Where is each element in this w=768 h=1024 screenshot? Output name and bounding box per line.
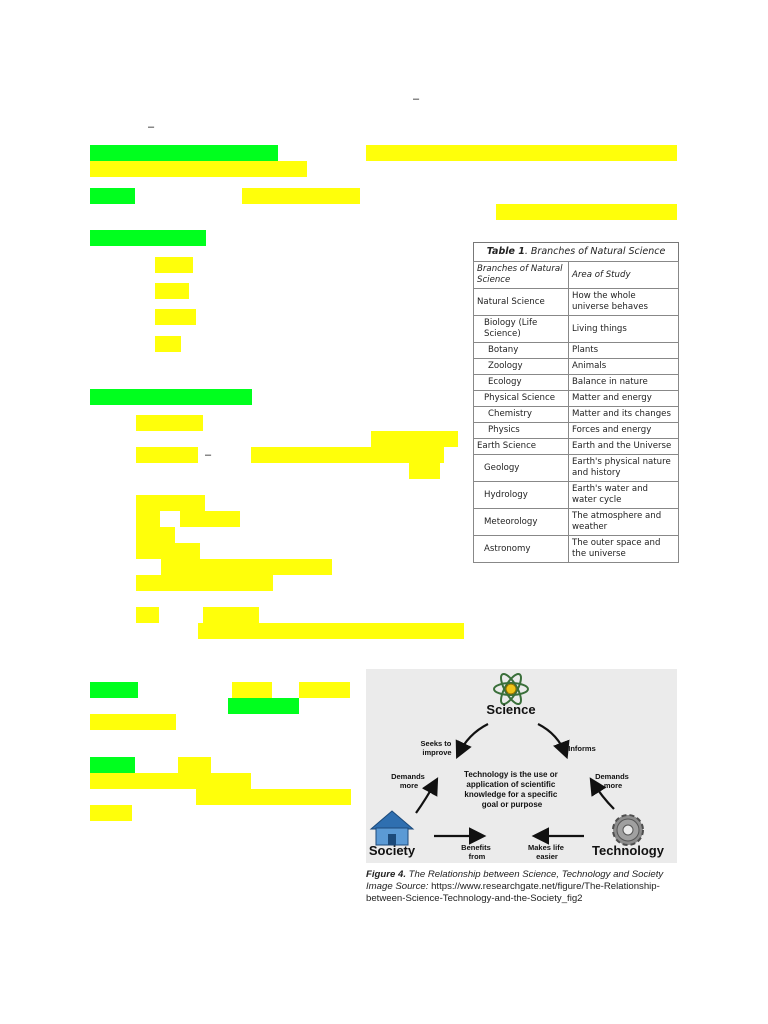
table-cell: Geology xyxy=(474,455,569,482)
table-cell: Matter and energy xyxy=(569,391,679,407)
green-highlight-bar xyxy=(90,757,135,773)
table-row xyxy=(474,289,679,316)
table-row xyxy=(474,439,679,455)
table-cell: Natural Science xyxy=(474,289,569,316)
table-row xyxy=(474,391,679,407)
table-row xyxy=(474,343,679,359)
table-cell: Chemistry xyxy=(474,407,569,423)
yellow-highlight-bar xyxy=(136,415,203,431)
table-header-cell: Branches of Natural Science xyxy=(474,262,569,289)
table-cell: Animals xyxy=(569,359,679,375)
figure-diagram xyxy=(366,669,677,863)
yellow-highlight-bar xyxy=(90,161,307,177)
table-cell: Biology (Life Science) xyxy=(474,316,569,343)
table-cell: Plants xyxy=(569,343,679,359)
table-cell: Earth's water and water cycle xyxy=(569,482,679,509)
yellow-highlight-bar xyxy=(496,204,677,220)
yellow-highlight-bar xyxy=(178,757,211,773)
center-definition-text: Technology is the use or application of scientific knowledge for a specific goal or purpose xyxy=(464,770,558,809)
society-label: Society xyxy=(368,843,416,858)
table-row xyxy=(474,536,679,563)
benefits-from-label: Benefits from xyxy=(461,843,491,861)
table-cell: How the whole universe behaves xyxy=(569,289,679,316)
yellow-highlight-bar xyxy=(180,511,240,527)
table-cell: Ecology xyxy=(474,375,569,391)
informs-label: Informs xyxy=(568,744,596,753)
table-cell: Earth and the Universe xyxy=(569,439,679,455)
yellow-highlight-bar xyxy=(90,773,251,789)
seeks-to-improve-label: Seeks to improve xyxy=(420,739,452,757)
yellow-highlight-bar xyxy=(161,559,332,575)
yellow-highlight-bar xyxy=(251,447,444,463)
green-highlight-bar xyxy=(90,389,252,405)
green-highlight-bar xyxy=(90,145,278,161)
table-cell: Astronomy xyxy=(474,536,569,563)
yellow-highlight-bar xyxy=(136,495,205,511)
figure-caption-title: The Relationship between Science, Technology and Society xyxy=(405,869,664,880)
yellow-highlight-bar xyxy=(242,188,360,204)
green-highlight-bar xyxy=(90,230,206,246)
dash-mark: – xyxy=(205,449,212,461)
arrow-society-to-science xyxy=(416,781,436,813)
green-highlight-bar xyxy=(90,188,135,204)
table-row xyxy=(474,509,679,536)
table-row xyxy=(474,407,679,423)
green-highlight-bar xyxy=(90,682,138,698)
table-row xyxy=(474,455,679,482)
arrow-science-to-society xyxy=(458,724,488,755)
yellow-highlight-bar xyxy=(196,789,351,805)
science-technology-society-figure xyxy=(366,669,677,863)
table-cell: Botany xyxy=(474,343,569,359)
yellow-highlight-bar xyxy=(371,431,458,447)
table-cell: Physics xyxy=(474,423,569,439)
yellow-highlight-bar xyxy=(136,543,200,559)
table-header-row xyxy=(474,262,679,289)
technology-label: Technology xyxy=(592,843,664,858)
table-cell: Forces and energy xyxy=(569,423,679,439)
table-cell: Earth Science xyxy=(474,439,569,455)
yellow-highlight-bar xyxy=(409,463,440,479)
table-cell: The outer space and the universe xyxy=(569,536,679,563)
image-source-text: https://www.researchgate.net/figure/The-Relationship-between-Science-Technology-and-the-Society_fig2 xyxy=(366,881,660,904)
yellow-highlight-bar xyxy=(203,607,259,623)
table-row xyxy=(474,359,679,375)
natural-science-table xyxy=(473,242,679,563)
arrow-science-to-technology xyxy=(538,724,566,755)
figure-caption-label: Figure 4. xyxy=(366,869,406,880)
table-row xyxy=(474,316,679,343)
yellow-highlight-bar xyxy=(155,283,189,299)
yellow-highlight-bar xyxy=(299,682,350,698)
image-source-label: Image Source: xyxy=(366,881,429,892)
table-cell: Hydrology xyxy=(474,482,569,509)
yellow-highlight-bar xyxy=(136,511,160,527)
yellow-highlight-bar xyxy=(232,682,272,698)
makes-life-easier-label: Makes life easier xyxy=(528,843,564,861)
table-cell: Balance in nature xyxy=(569,375,679,391)
gear-icon xyxy=(613,815,643,845)
table-cell: The atmosphere and weather xyxy=(569,509,679,536)
yellow-highlight-bar xyxy=(366,145,677,161)
house-icon xyxy=(371,811,413,845)
yellow-highlight-bar xyxy=(136,447,198,463)
green-highlight-bar xyxy=(228,698,299,714)
dash-mark: – xyxy=(148,121,155,133)
yellow-highlight-bar xyxy=(90,714,176,730)
yellow-highlight-bar xyxy=(198,623,464,639)
yellow-highlight-bar xyxy=(155,309,196,325)
table-cell: Meteorology xyxy=(474,509,569,536)
table-cell: Matter and its changes xyxy=(569,407,679,423)
table-row xyxy=(474,423,679,439)
table-cell: Living things xyxy=(569,316,679,343)
yellow-highlight-bar xyxy=(155,336,181,352)
table-header-cell: Area of Study xyxy=(569,262,679,289)
yellow-highlight-bar xyxy=(155,257,193,273)
demands-more-label-right: Demands more xyxy=(595,772,629,790)
science-label: Science xyxy=(486,702,536,717)
yellow-highlight-bar xyxy=(90,805,132,821)
demands-more-label-left: Demands more xyxy=(391,772,425,790)
table-row xyxy=(474,482,679,509)
table-cell: Zoology xyxy=(474,359,569,375)
figure-caption xyxy=(366,869,678,905)
yellow-highlight-bar xyxy=(136,527,175,543)
table-cell: Earth's physical nature and history xyxy=(569,455,679,482)
dash-mark: – xyxy=(413,93,420,105)
table-caption: Table 1. Branches of Natural Science xyxy=(473,242,679,261)
table-cell: Physical Science xyxy=(474,391,569,407)
yellow-highlight-bar xyxy=(136,575,273,591)
table-row xyxy=(474,375,679,391)
yellow-highlight-bar xyxy=(136,607,159,623)
